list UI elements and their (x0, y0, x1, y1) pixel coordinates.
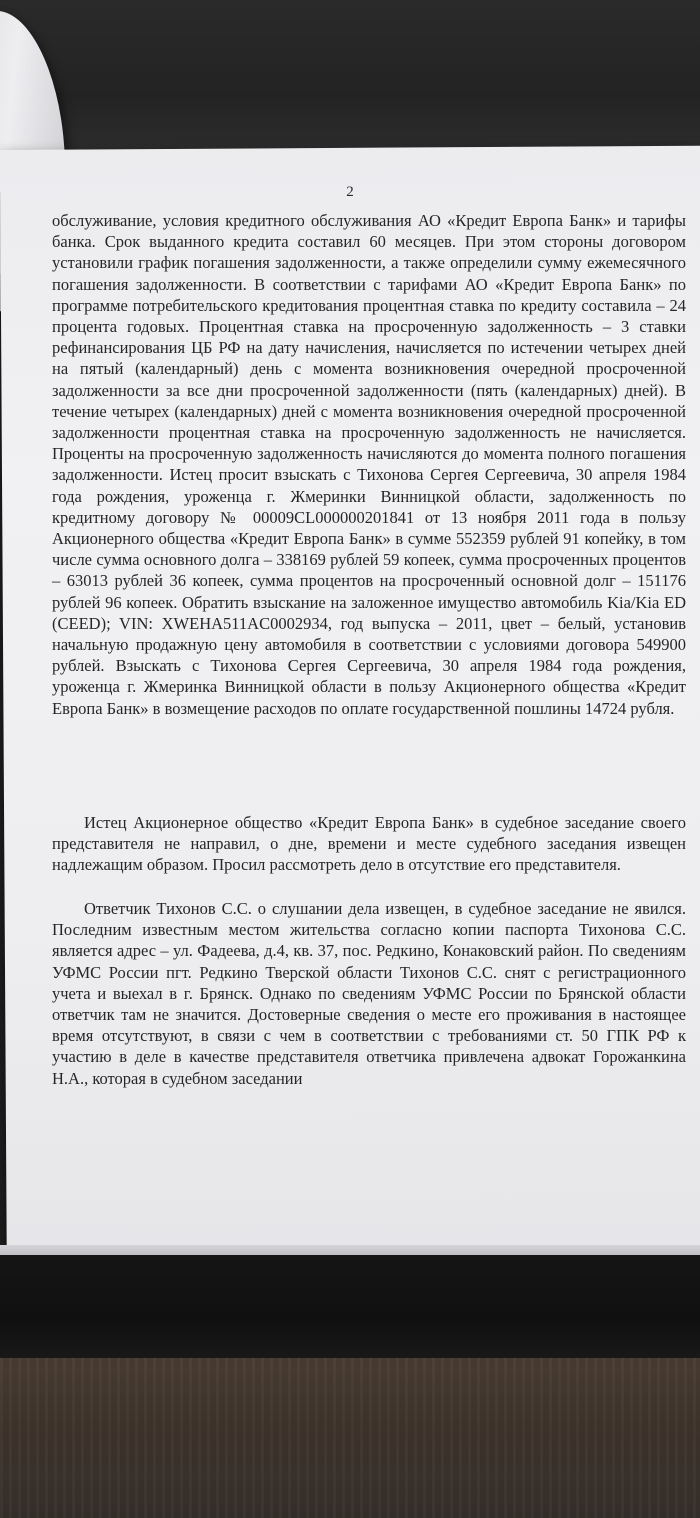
paragraph-defendant-info (52, 898, 686, 1089)
wooden-surface (0, 1358, 700, 1518)
paragraph-text: обслуживание, условия кредитного обслуживания АО «Кредит Европа Банк» и тарифы банка. Срок выданного кредита составил 60 месяцев. При этом стороны договором установили график погашения задолженности, а также определили сумму ежемесячного погашения задолженности. В соответствии с тарифами АО «Кредит Европа Банк» по программе потребительского кредитования процентная ставка по кредиту составила – 24 процента годовых. Процентная ставка на просроченную задолженность – 3 ставки рефинансирования ЦБ РФ на дату начисления, начисляется по истечении четырех дней на пятый (календарный) день с момента возникновения очередной просроченной задолженности за все дни просроченной задолженности (пять (календарных) дней). В течение четырех (календарных) дней с момента возникновения очередной просроченной задолженности процентная ставка на просроченную задолженность не начисляется. Проценты на просроченную задолженность начисляются до момента полного погашения задолженности. Истец просит взыскать с Тихонова Сергея Сергеевича, 30 апреля 1984 года рождения, уроженца г. Жмеринки Винницкой области, задолженность по кредитному договору № 00009CL000000201841 от 13 ноября 2011 года в пользу Акционерного общества «Кредит Европа Банк» в сумме 552359 рублей 91 копейку, в том числе сумма основного долга – 338169 рублей 59 копеек, сумма просроченных процентов – 63013 рублей 36 копеек, сумма процентов на просроченный основной долг – 151176 рублей 96 копеек. Обратить взыскание на заложенное имущество автомобиль Kia/Kia ED (CEED); VIN: XWEHA511AC0002934, год выпуска – 2011, цвет – белый, установив начальную продажную цену автомобиля в соответствии с условиями договора 549900 рублей. Взыскать с Тихонова Сергея Сергеевича, 30 апреля 1984 года рождения, уроженца г. Жмеринка Винницкой области в пользу Акционерного общества «Кредит Европа Банк» в возмещение расходов по оплате государственной пошлины 14724 рубля. (52, 211, 686, 718)
background-dark-surface (0, 0, 700, 160)
page-number: 2 (346, 184, 354, 200)
dark-shadow-strip (0, 1255, 700, 1365)
paragraph-claim-details (52, 210, 686, 719)
paragraph-text: Ответчик Тихонов С.С. о слушании дела извещен, в судебное заседание не явился. Последним известным местом жительства согласно копии паспорта Тихонова С.С. является адрес – ул. Фадеева, д.4, кв. 37, пос. Редкино, Конаковский район. По сведениям УФМС России пгт. Редкино Тверской области Тихонов С.С. снят с регистрационного учета и выехал в г. Брянск. Однако по сведениям УФМС России по Брянской области ответчик там не значится. Достоверные сведения о месте его проживания в настоящее время отсутствуют, в связи с чем в соответствии с требованиями ст. 50 ГПК РФ к участию в деле в качестве представителя ответчика привлечена адвокат Горожанкина Н.А., которая в судебном заседании (52, 899, 686, 1088)
paragraph-plaintiff-absence (52, 812, 686, 876)
paragraph-text: Истец Акционерное общество «Кредит Европа Банк» в судебное заседание своего представителя не направил, о дне, времени и месте судебного заседания извещен надлежащим образом. Просил рассмотреть дело в отсутствие его представителя. (52, 813, 686, 875)
